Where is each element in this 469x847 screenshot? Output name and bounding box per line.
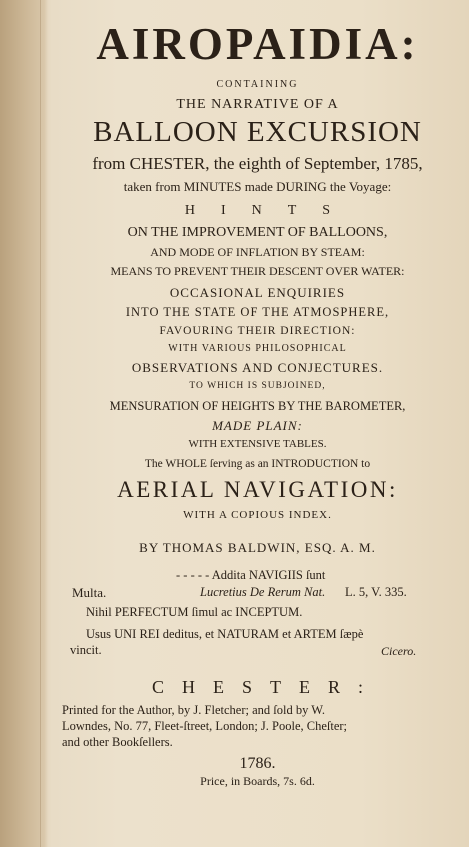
index-line <box>50 510 465 521</box>
place-line <box>50 678 465 696</box>
gutter-edge <box>40 0 41 847</box>
from-chester-text: from CHESTER, the eighth of September, 1785, <box>92 154 423 173</box>
quote3-line2: vincit. <box>70 643 102 657</box>
means-text: MEANS TO PREVENT THEIR DESCENT OVER WATER: <box>110 264 405 278</box>
balloon-line <box>50 118 465 147</box>
hints-heading: HINTS <box>184 203 357 218</box>
inflation-line <box>50 246 465 258</box>
index-text: WITH A COPIOUS INDEX. <box>183 509 332 521</box>
hints-line <box>50 204 465 218</box>
philosophical-text: WITH VARIOUS PHILOSOPHICAL <box>168 343 347 354</box>
place-heading: CHESTER: <box>151 677 381 697</box>
from-chester-line <box>50 155 465 172</box>
means-line <box>50 265 465 277</box>
philosophical-line <box>50 344 465 354</box>
tables-text: WITH EXTENSIVE TABLES. <box>188 438 327 450</box>
aerial-line <box>50 478 465 501</box>
price-text: Price, in Boards, 7s. 6d. <box>200 774 315 788</box>
price-line <box>50 775 465 787</box>
quote1-ref: L. 5, V. 335. <box>345 585 407 599</box>
quote1-dashes: - - - - - Addita NAVIGIIS ſunt <box>176 568 326 582</box>
enquiries-line <box>50 286 465 299</box>
direction-text: FAVOURING THEIR DIRECTION: <box>159 325 356 337</box>
imprint-line1: Printed for the Author, by J. Fletcher; and ſold by W. <box>62 703 326 717</box>
tables-line <box>50 439 465 450</box>
author-line <box>50 541 465 554</box>
quote3-line1: Usus UNI REI deditus, et NATURAM et ARTEM ſæpè <box>86 627 364 641</box>
made-plain-line <box>50 419 465 432</box>
improvement-text: ON THE IMPROVEMENT OF BALLOONS, <box>127 225 388 240</box>
aerial-navigation-heading: AERIAL NAVIGATION: <box>117 477 398 502</box>
balloon-excursion-heading: BALLOON EXCURSION <box>93 116 422 148</box>
quote2-text: Nihil PERFECTUM ſimul ac INCEPTUM. <box>86 605 303 619</box>
book-title: AIROPAIDIA: <box>96 19 419 69</box>
year-text: 1786. <box>239 755 276 772</box>
observations-line <box>50 361 465 374</box>
containing-line <box>50 80 465 90</box>
observations-text: OBSERVATIONS AND CONJECTURES. <box>131 360 384 375</box>
narrative-line <box>50 98 465 112</box>
subjoined-line <box>50 382 465 392</box>
imprint-line2: Lowndes, No. 77, Fleet-ſtreet, London; J. Poole, Cheſter; <box>62 719 348 733</box>
made-plain-text: MADE PLAIN: <box>212 418 303 433</box>
enquiries-text: OCCASIONAL ENQUIRIES <box>169 285 346 300</box>
main-title-block <box>50 19 465 69</box>
quote3-source: Cicero. <box>381 644 417 658</box>
whole-serving-line <box>50 459 465 471</box>
direction-line <box>50 326 465 338</box>
atmosphere-line <box>50 306 465 319</box>
mensuration-line <box>50 400 465 413</box>
quote1-source: Lucretius De Rerum Nat. <box>200 585 326 599</box>
improvement-line <box>50 226 465 240</box>
subjoined-text: TO WHICH IS SUBJOINED, <box>189 381 326 391</box>
atmosphere-text: INTO THE STATE OF THE ATMOSPHERE, <box>125 305 390 319</box>
containing-label: CONTAINING <box>216 79 299 90</box>
whole-serving-text: The WHOLE ſerving as an INTRODUCTION to <box>144 458 371 470</box>
narrative-label: THE NARRATIVE OF A <box>176 97 339 112</box>
taken-from-text: taken from MINUTES made DURING the Voyage: <box>123 179 392 194</box>
taken-from-line <box>50 180 465 193</box>
year-line <box>50 756 465 772</box>
inflation-text: AND MODE OF INFLATION BY STEAM: <box>150 245 365 259</box>
imprint-line3: and other Bookſellers. <box>62 735 173 749</box>
quote1-multa: Multa. <box>72 585 107 600</box>
mensuration-text: MENSURATION OF HEIGHTS BY THE BAROMETER, <box>109 399 406 413</box>
author-text: BY THOMAS BALDWIN, ESQ. A. M. <box>139 540 376 555</box>
